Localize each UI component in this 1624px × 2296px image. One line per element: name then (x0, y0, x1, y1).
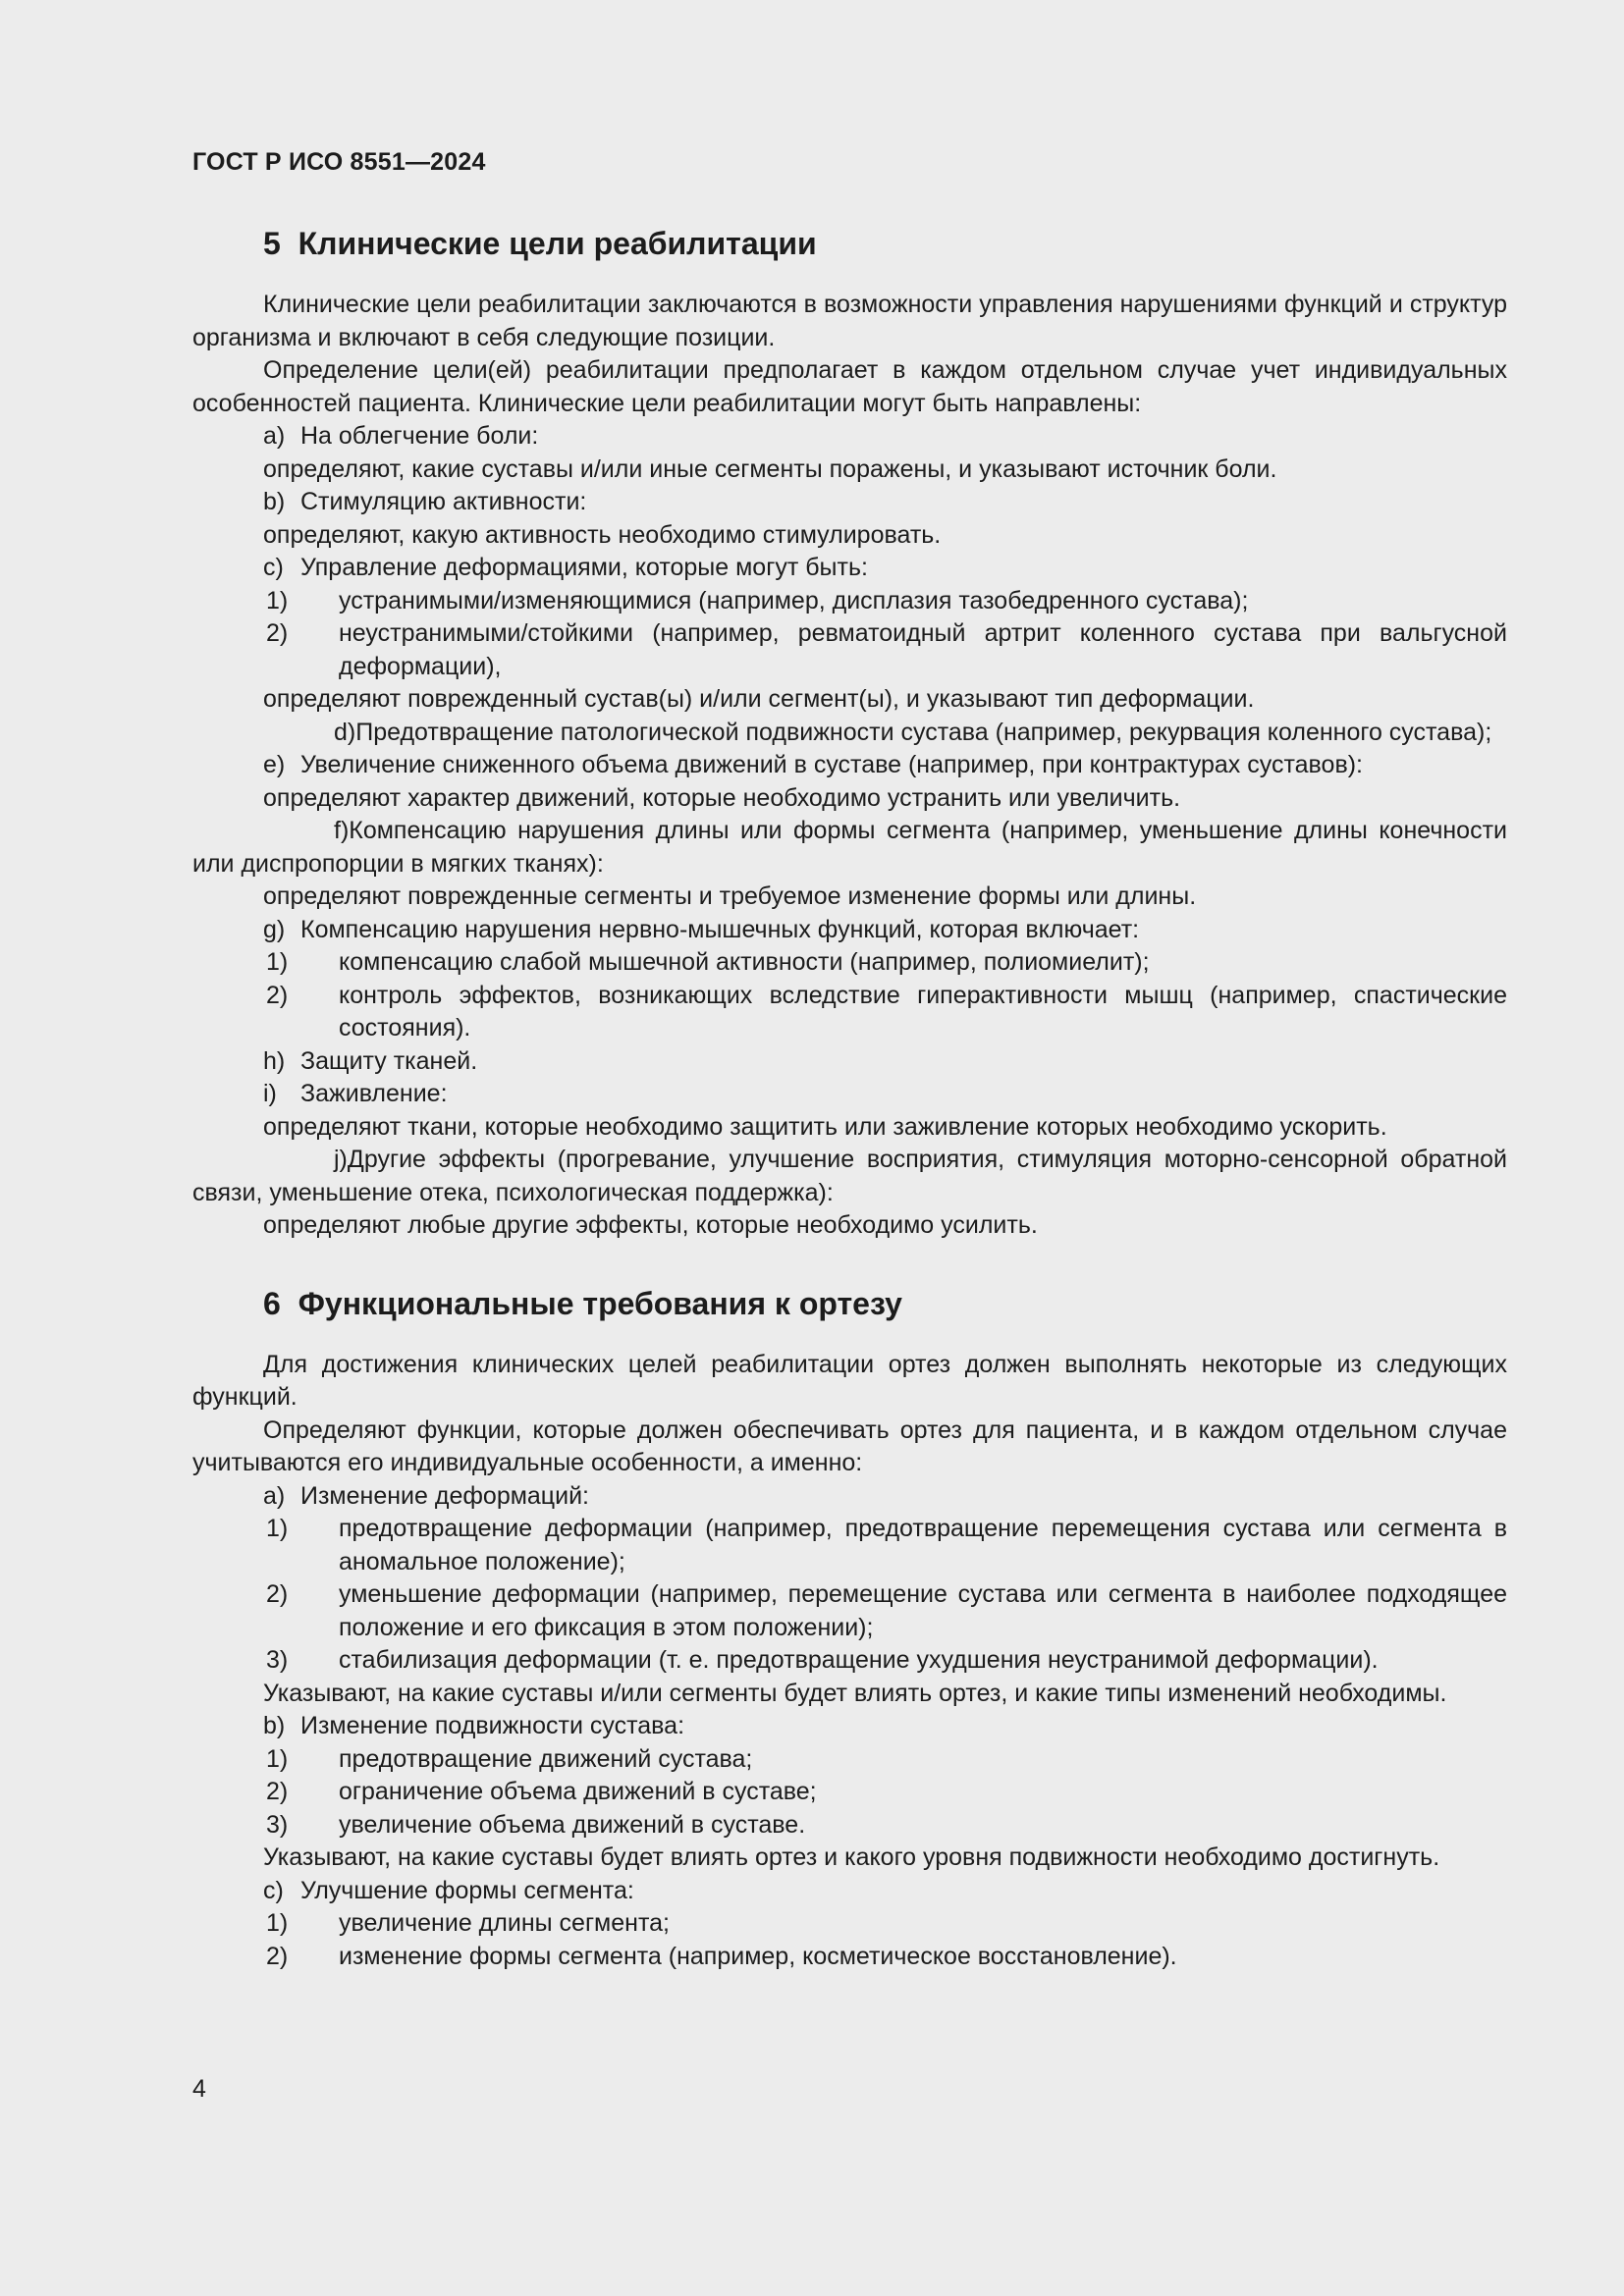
document-header: ГОСТ Р ИСО 8551—2024 (192, 148, 486, 176)
sub-list-item: 1) устранимыми/изменяющимися (например, дисплазия тазобедренного сустава); (266, 586, 1249, 614)
paragraph: Для достижения клинических целей реабилитации ортез должен выполнять некоторые из следующих функций. (192, 1350, 1507, 1411)
sub-list-item: 1) предотвращение движений сустава; (266, 1744, 753, 1773)
paragraph: Определяют функции, которые должен обеспечивать ортез для пациента, и в каждом отдельном случае учитываются его индивидуальные особенности, а именно: (192, 1415, 1507, 1476)
list-item-c: c) Управление деформациями, которые могут быть: (263, 554, 868, 581)
section-5-heading: 5 Клинические цели реабилитации (263, 226, 817, 261)
list-item-i: i) Заживление: (263, 1080, 448, 1107)
sub-list-item: 3) увеличение объема движений в суставе. (266, 1810, 806, 1839)
list-item-b: b) Изменение подвижности сустава: (263, 1712, 685, 1739)
list-item-j: j)Другие эффекты (прогревание, улучшение восприятия, стимуляция моторно-сенсорной обратной связи, уменьшение отека, психологическая поддержка): (192, 1146, 1507, 1206)
paragraph: Указывают, на какие суставы и/или сегменты будет влиять ортез, и какие типы изменений необходимы. (263, 1679, 1447, 1707)
list-item-e: e) Увеличение сниженного объема движений в суставе (например, при контрактурах суставов): (263, 751, 1363, 778)
list-item-g: g) Компенсацию нарушения нервно-мышечных функций, которая включает: (263, 915, 1140, 943)
list-item-note: определяют ткани, которые необходимо защитить или заживление которых необходимо ускорить. (263, 1112, 1387, 1141)
page-number: 4 (192, 2075, 206, 2103)
sub-list-item: 2) неустранимыми/стойкими (например, ревматоидный артрит коленного сустава при вальгусной деформации), (266, 619, 1507, 680)
sub-list-item: 2) уменьшение деформации (например, перемещение сустава или сегмента в наиболее подходящее положение и его фиксация в этом положении); (266, 1580, 1507, 1641)
list-item-d: d)Предотвращение патологической подвижности сустава (например, рекурвация коленного сустава); (334, 718, 1492, 746)
paragraph: Указывают, на какие суставы будет влиять ортез и какого уровня подвижности необходимо достигнуть. (263, 1843, 1440, 1871)
sub-list-item: 2) контроль эффектов, возникающих вследствие гиперактивности мышц (например, спастические состояния). (266, 981, 1507, 1041)
list-item-note: определяют, какую активность необходимо стимулировать. (263, 520, 942, 549)
list-item-a: a) На облегчение боли: (263, 422, 539, 450)
list-item-note: определяют характер движений, которые необходимо устранить или увеличить. (263, 783, 1181, 812)
sub-list-item: 1) компенсацию слабой мышечной активности (например, полиомиелит); (266, 948, 1150, 976)
paragraph: Определение цели(ей) реабилитации предполагает в каждом отдельном случае учет индивидуальных особенностей пациента. Клинические цели реабилитации могут быть направлены: (192, 356, 1507, 417)
sub-list-item: 2) изменение формы сегмента (например, косметическое восстановление). (266, 1942, 1177, 1970)
sub-list-item: 1) увеличение длины сегмента; (266, 1909, 670, 1937)
list-item-h: h) Защиту тканей. (263, 1046, 478, 1075)
list-item-f: f)Компенсацию нарушения длины или формы сегмента (например, уменьшение длины конечности или диспропорции в мягких тканях): (192, 817, 1507, 878)
list-item-b: b) Стимуляцию активности: (263, 488, 587, 515)
sub-list-item: 1) предотвращение деформации (например, предотвращение перемещения сустава или сегмента в аномальное положение); (266, 1515, 1507, 1575)
document-body (192, 224, 1507, 1973)
list-item-a: a) Изменение деформаций: (263, 1481, 590, 1510)
sub-list-item: 2) ограничение объема движений в суставе; (266, 1778, 817, 1805)
section-6-heading: 6 Функциональные требования к ортезу (263, 1285, 902, 1321)
list-item-c: c) Улучшение формы сегмента: (263, 1876, 634, 1904)
paragraph: Клинические цели реабилитации заключаются в возможности управления нарушениями функций и структур организма и включают в себя следующие позиции. (192, 291, 1507, 351)
list-item-note: определяют, какие суставы и/или иные сегменты поражены, и указывают источник боли. (263, 454, 1277, 483)
sub-list-item: 3) стабилизация деформации (т. е. предотвращение ухудшения неустранимой деформации). (266, 1646, 1379, 1674)
list-item-note: определяют поврежденный сустав(ы) и/или сегмент(ы), и указывают тип деформации. (263, 685, 1255, 713)
list-item-note: определяют поврежденные сегменты и требуемое изменение формы или длины. (263, 882, 1197, 910)
list-item-note: определяют любые другие эффекты, которые необходимо усилить. (263, 1211, 1038, 1239)
